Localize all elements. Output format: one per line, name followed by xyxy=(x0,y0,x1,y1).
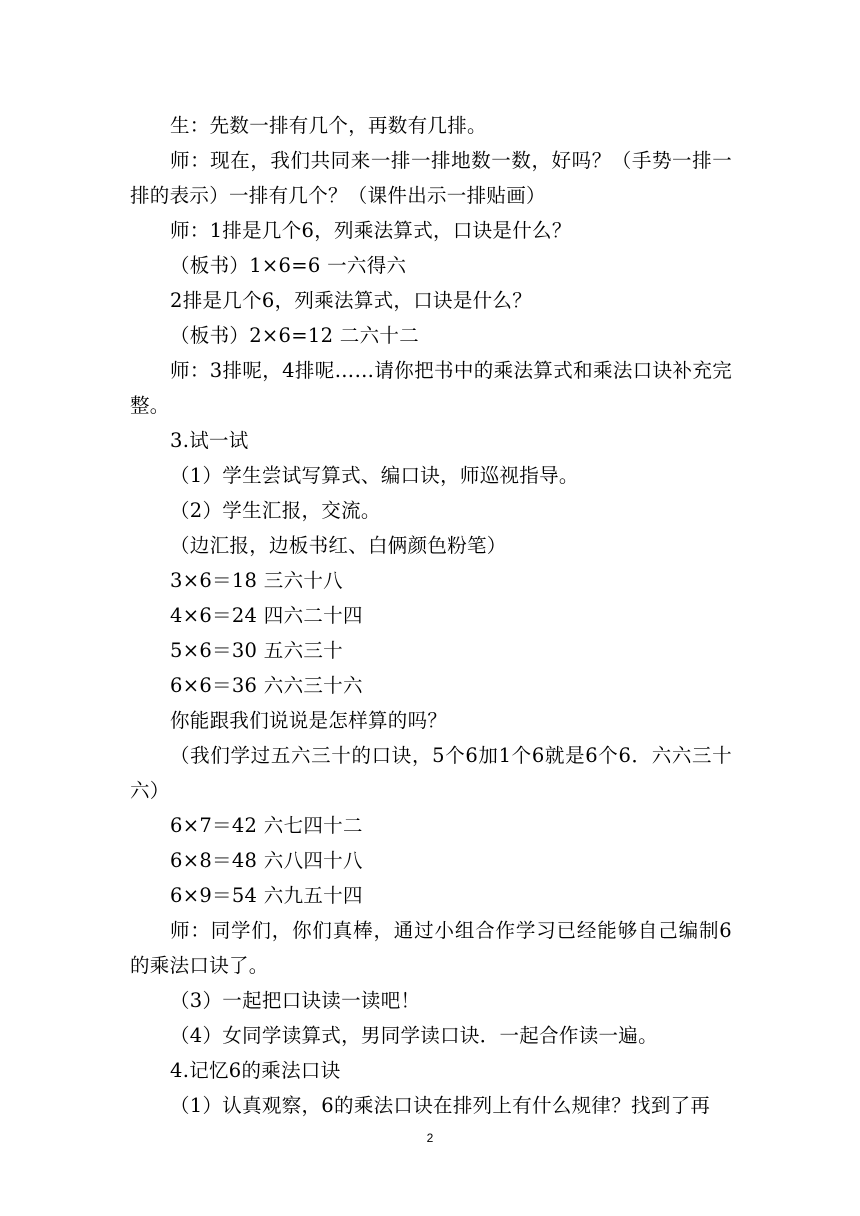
paragraph: （1）学生尝试写算式、编口诀，师巡视指导。 xyxy=(170,464,579,487)
paragraph: 师：同学们，你们真棒，通过小组合作学习已经能够自己编制6的乘法口诀了。 xyxy=(130,919,732,977)
equation-line: 6×7＝42 六七四十二 xyxy=(170,814,363,837)
equation-line: 4×6＝24 四六二十四 xyxy=(170,604,363,627)
paragraph: （1）认真观察，6的乘法口诀在排列上有什么规律？找到了再 xyxy=(170,1094,711,1117)
paragraph: 你能跟我们说说是怎样算的吗？ xyxy=(170,709,448,732)
paragraph: （板书）2×6=12 二六十二 xyxy=(170,324,420,347)
equation-line: 6×6＝36 六六三十六 xyxy=(170,674,363,697)
paragraph: 师：3排呢，4排呢……请你把书中的乘法算式和乘法口诀补充完整。 xyxy=(130,359,732,417)
paragraph: （2）学生汇报，交流。 xyxy=(170,499,381,522)
paragraph: 2排是几个6，列乘法算式，口诀是什么？ xyxy=(170,289,533,312)
equation-line: 6×9＝54 六九五十四 xyxy=(170,884,363,907)
equation-line: 6×8＝48 六八四十八 xyxy=(170,849,363,872)
paragraph: （我们学过五六三十的口诀，5个6加1个6就是6个6．六六三十六） xyxy=(130,744,732,802)
paragraph: （边汇报，边板书红、白俩颜色粉笔） xyxy=(170,534,507,557)
page-number: 2 xyxy=(426,1131,434,1145)
paragraph: （3）一起把口诀读一读吧！ xyxy=(170,989,421,1012)
paragraph: （板书）1×6=6 一六得六 xyxy=(170,254,407,277)
equation-line: 3×6＝18 三六十八 xyxy=(170,569,343,592)
paragraph: 生：先数一排有几个，再数有几排。 xyxy=(170,114,487,137)
section-heading: 3.试一试 xyxy=(170,429,249,452)
paragraph: 师：1排是几个6，列乘法算式，口诀是什么？ xyxy=(170,219,572,242)
equation-line: 5×6＝30 五六三十 xyxy=(170,639,343,662)
paragraph: 师：现在，我们共同来一排一排地数一数，好吗？（手势一排一排的表示）一排有几个？（课件出示一排贴画） xyxy=(130,149,732,207)
paragraph: （4）女同学读算式，男同学读口诀．一起合作读一遍。 xyxy=(170,1024,658,1047)
page-body xyxy=(130,108,732,1123)
section-heading: 4.记忆6的乘法口诀 xyxy=(170,1059,341,1082)
